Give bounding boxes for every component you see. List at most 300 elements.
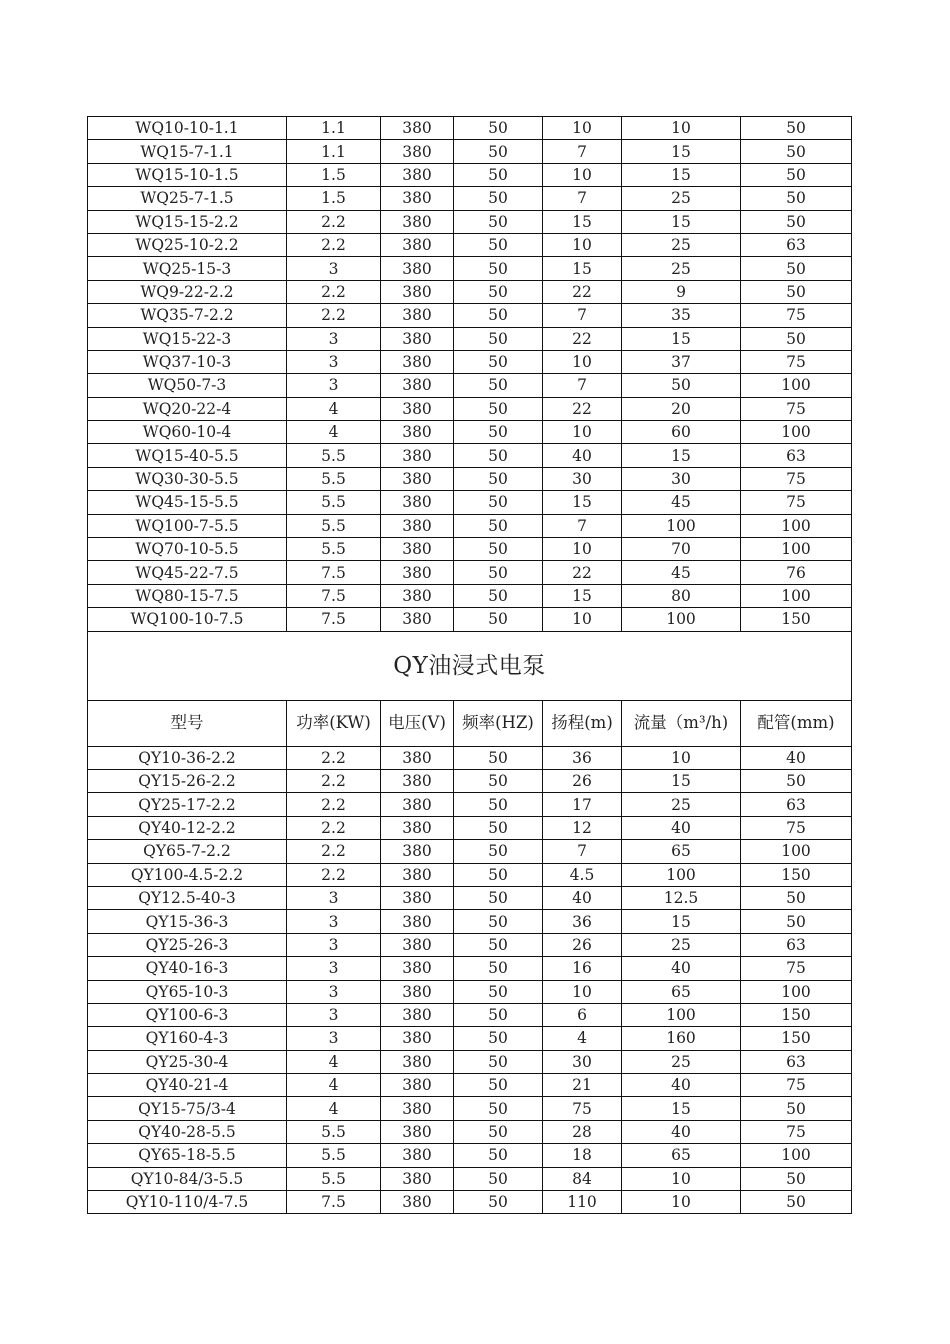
frequency-cell: 50 bbox=[454, 933, 543, 956]
pipe-cell: 75 bbox=[741, 957, 852, 980]
power-cell: 5.5 bbox=[287, 1120, 381, 1143]
model-cell: WQ37-10-3 bbox=[88, 350, 287, 373]
wq-table-row bbox=[88, 514, 852, 537]
frequency-cell: 50 bbox=[454, 117, 543, 140]
flow-cell: 25 bbox=[622, 793, 741, 816]
model-cell: WQ25-7-1.5 bbox=[88, 187, 287, 210]
flow-cell: 15 bbox=[622, 910, 741, 933]
power-cell: 5.5 bbox=[287, 491, 381, 514]
model-cell: WQ30-30-5.5 bbox=[88, 467, 287, 490]
header-voltage: 电压(V) bbox=[381, 700, 454, 746]
power-cell: 7.5 bbox=[287, 608, 381, 631]
head-cell: 10 bbox=[543, 421, 622, 444]
head-cell: 10 bbox=[543, 350, 622, 373]
qy-table-row bbox=[88, 769, 852, 792]
pipe-cell: 50 bbox=[741, 140, 852, 163]
flow-cell: 10 bbox=[622, 746, 741, 769]
model-cell: QY40-21-4 bbox=[88, 1074, 287, 1097]
wq-table-row bbox=[88, 210, 852, 233]
model-cell: QY15-26-2.2 bbox=[88, 769, 287, 792]
frequency-cell: 50 bbox=[454, 350, 543, 373]
head-cell: 22 bbox=[543, 397, 622, 420]
wq-table-row bbox=[88, 584, 852, 607]
head-cell: 12 bbox=[543, 816, 622, 839]
head-cell: 7 bbox=[543, 140, 622, 163]
wq-table-row bbox=[88, 350, 852, 373]
power-cell: 5.5 bbox=[287, 1144, 381, 1167]
model-cell: QY10-84/3-5.5 bbox=[88, 1167, 287, 1190]
model-cell: QY40-16-3 bbox=[88, 957, 287, 980]
frequency-cell: 50 bbox=[454, 1050, 543, 1073]
pipe-cell: 50 bbox=[741, 1191, 852, 1214]
head-cell: 7 bbox=[543, 514, 622, 537]
flow-cell: 45 bbox=[622, 561, 741, 584]
model-cell: QY40-12-2.2 bbox=[88, 816, 287, 839]
frequency-cell: 50 bbox=[454, 746, 543, 769]
voltage-cell: 380 bbox=[381, 1074, 454, 1097]
frequency-cell: 50 bbox=[454, 304, 543, 327]
flow-cell: 25 bbox=[622, 933, 741, 956]
model-cell: QY100-6-3 bbox=[88, 1003, 287, 1026]
head-cell: 40 bbox=[543, 886, 622, 909]
power-cell: 3 bbox=[287, 1027, 381, 1050]
pipe-cell: 50 bbox=[741, 210, 852, 233]
wq-table-row bbox=[88, 561, 852, 584]
flow-cell: 65 bbox=[622, 1144, 741, 1167]
power-cell: 3 bbox=[287, 374, 381, 397]
power-cell: 1.1 bbox=[287, 140, 381, 163]
power-cell: 2.2 bbox=[287, 840, 381, 863]
wq-table-row bbox=[88, 117, 852, 140]
model-cell: QY12.5-40-3 bbox=[88, 886, 287, 909]
voltage-cell: 380 bbox=[381, 608, 454, 631]
model-cell: QY25-17-2.2 bbox=[88, 793, 287, 816]
flow-cell: 10 bbox=[622, 1167, 741, 1190]
pipe-cell: 75 bbox=[741, 1074, 852, 1097]
flow-cell: 80 bbox=[622, 584, 741, 607]
frequency-cell: 50 bbox=[454, 608, 543, 631]
flow-cell: 50 bbox=[622, 374, 741, 397]
head-cell: 22 bbox=[543, 280, 622, 303]
head-cell: 10 bbox=[543, 233, 622, 256]
power-cell: 4 bbox=[287, 421, 381, 444]
pipe-cell: 150 bbox=[741, 1027, 852, 1050]
power-cell: 3 bbox=[287, 957, 381, 980]
power-cell: 4 bbox=[287, 397, 381, 420]
frequency-cell: 50 bbox=[454, 210, 543, 233]
head-cell: 15 bbox=[543, 491, 622, 514]
frequency-cell: 50 bbox=[454, 910, 543, 933]
pipe-cell: 50 bbox=[741, 163, 852, 186]
frequency-cell: 50 bbox=[454, 1003, 543, 1026]
head-cell: 7 bbox=[543, 374, 622, 397]
frequency-cell: 50 bbox=[454, 444, 543, 467]
pipe-cell: 100 bbox=[741, 840, 852, 863]
flow-cell: 65 bbox=[622, 840, 741, 863]
model-cell: WQ15-10-1.5 bbox=[88, 163, 287, 186]
model-cell: WQ25-10-2.2 bbox=[88, 233, 287, 256]
voltage-cell: 380 bbox=[381, 117, 454, 140]
voltage-cell: 380 bbox=[381, 491, 454, 514]
qy-table-row bbox=[88, 816, 852, 839]
power-cell: 2.2 bbox=[287, 793, 381, 816]
header-head: 扬程(m) bbox=[543, 700, 622, 746]
head-cell: 22 bbox=[543, 561, 622, 584]
voltage-cell: 380 bbox=[381, 327, 454, 350]
voltage-cell: 380 bbox=[381, 1003, 454, 1026]
power-cell: 3 bbox=[287, 933, 381, 956]
frequency-cell: 50 bbox=[454, 421, 543, 444]
voltage-cell: 380 bbox=[381, 514, 454, 537]
pipe-cell: 75 bbox=[741, 467, 852, 490]
frequency-cell: 50 bbox=[454, 886, 543, 909]
qy-table-row bbox=[88, 1144, 852, 1167]
power-cell: 3 bbox=[287, 327, 381, 350]
wq-table-row bbox=[88, 491, 852, 514]
model-cell: WQ20-22-4 bbox=[88, 397, 287, 420]
head-cell: 7 bbox=[543, 840, 622, 863]
power-cell: 2.2 bbox=[287, 863, 381, 886]
model-cell: QY10-110/4-7.5 bbox=[88, 1191, 287, 1214]
power-cell: 5.5 bbox=[287, 538, 381, 561]
voltage-cell: 380 bbox=[381, 561, 454, 584]
qy-header-row bbox=[88, 700, 852, 746]
flow-cell: 40 bbox=[622, 957, 741, 980]
voltage-cell: 380 bbox=[381, 910, 454, 933]
header-flow: 流量（m³/h) bbox=[622, 700, 741, 746]
frequency-cell: 50 bbox=[454, 1074, 543, 1097]
model-cell: WQ35-7-2.2 bbox=[88, 304, 287, 327]
flow-cell: 35 bbox=[622, 304, 741, 327]
voltage-cell: 380 bbox=[381, 397, 454, 420]
qy-table-row bbox=[88, 980, 852, 1003]
flow-cell: 100 bbox=[622, 608, 741, 631]
head-cell: 15 bbox=[543, 257, 622, 280]
qy-table-row bbox=[88, 933, 852, 956]
power-cell: 3 bbox=[287, 1003, 381, 1026]
model-cell: WQ100-7-5.5 bbox=[88, 514, 287, 537]
qy-table-row bbox=[88, 863, 852, 886]
head-cell: 26 bbox=[543, 769, 622, 792]
wq-table-row bbox=[88, 421, 852, 444]
flow-cell: 15 bbox=[622, 769, 741, 792]
head-cell: 30 bbox=[543, 467, 622, 490]
head-cell: 15 bbox=[543, 210, 622, 233]
voltage-cell: 380 bbox=[381, 1027, 454, 1050]
frequency-cell: 50 bbox=[454, 1167, 543, 1190]
head-cell: 36 bbox=[543, 910, 622, 933]
voltage-cell: 380 bbox=[381, 746, 454, 769]
flow-cell: 100 bbox=[622, 514, 741, 537]
flow-cell: 9 bbox=[622, 280, 741, 303]
model-cell: WQ50-7-3 bbox=[88, 374, 287, 397]
head-cell: 4.5 bbox=[543, 863, 622, 886]
pipe-cell: 100 bbox=[741, 421, 852, 444]
model-cell: WQ10-10-1.1 bbox=[88, 117, 287, 140]
power-cell: 2.2 bbox=[287, 816, 381, 839]
frequency-cell: 50 bbox=[454, 561, 543, 584]
head-cell: 40 bbox=[543, 444, 622, 467]
power-cell: 1.5 bbox=[287, 163, 381, 186]
qy-section-title: QY油浸式电泵 bbox=[88, 631, 852, 700]
pipe-cell: 50 bbox=[741, 910, 852, 933]
flow-cell: 15 bbox=[622, 327, 741, 350]
head-cell: 10 bbox=[543, 538, 622, 561]
power-cell: 4 bbox=[287, 1097, 381, 1120]
pipe-cell: 63 bbox=[741, 933, 852, 956]
wq-table-row bbox=[88, 140, 852, 163]
head-cell: 28 bbox=[543, 1120, 622, 1143]
head-cell: 10 bbox=[543, 117, 622, 140]
power-cell: 2.2 bbox=[287, 746, 381, 769]
pipe-cell: 75 bbox=[741, 491, 852, 514]
flow-cell: 10 bbox=[622, 117, 741, 140]
voltage-cell: 380 bbox=[381, 584, 454, 607]
power-cell: 2.2 bbox=[287, 280, 381, 303]
voltage-cell: 380 bbox=[381, 840, 454, 863]
pipe-cell: 100 bbox=[741, 1144, 852, 1167]
header-pipe: 配管(mm) bbox=[741, 700, 852, 746]
pipe-cell: 100 bbox=[741, 980, 852, 1003]
voltage-cell: 380 bbox=[381, 350, 454, 373]
power-cell: 1.1 bbox=[287, 117, 381, 140]
head-cell: 21 bbox=[543, 1074, 622, 1097]
model-cell: QY65-10-3 bbox=[88, 980, 287, 1003]
voltage-cell: 380 bbox=[381, 886, 454, 909]
head-cell: 4 bbox=[543, 1027, 622, 1050]
pipe-cell: 75 bbox=[741, 304, 852, 327]
qy-section bbox=[88, 631, 852, 746]
pipe-cell: 75 bbox=[741, 397, 852, 420]
pipe-cell: 50 bbox=[741, 1167, 852, 1190]
frequency-cell: 50 bbox=[454, 233, 543, 256]
model-cell: WQ15-15-2.2 bbox=[88, 210, 287, 233]
flow-cell: 25 bbox=[622, 233, 741, 256]
voltage-cell: 380 bbox=[381, 257, 454, 280]
wq-table-row bbox=[88, 374, 852, 397]
frequency-cell: 50 bbox=[454, 538, 543, 561]
voltage-cell: 380 bbox=[381, 304, 454, 327]
model-cell: WQ80-15-7.5 bbox=[88, 584, 287, 607]
pipe-cell: 75 bbox=[741, 350, 852, 373]
frequency-cell: 50 bbox=[454, 769, 543, 792]
qy-series-rows bbox=[88, 746, 852, 1214]
frequency-cell: 50 bbox=[454, 374, 543, 397]
qy-table-row bbox=[88, 1191, 852, 1214]
model-cell: QY25-30-4 bbox=[88, 1050, 287, 1073]
flow-cell: 10 bbox=[622, 1191, 741, 1214]
voltage-cell: 380 bbox=[381, 280, 454, 303]
power-cell: 2.2 bbox=[287, 304, 381, 327]
voltage-cell: 380 bbox=[381, 140, 454, 163]
qy-table-row bbox=[88, 910, 852, 933]
model-cell: WQ15-22-3 bbox=[88, 327, 287, 350]
header-frequency: 频率(HZ) bbox=[454, 700, 543, 746]
voltage-cell: 380 bbox=[381, 374, 454, 397]
power-cell: 2.2 bbox=[287, 233, 381, 256]
power-cell: 3 bbox=[287, 980, 381, 1003]
flow-cell: 20 bbox=[622, 397, 741, 420]
model-cell: WQ100-10-7.5 bbox=[88, 608, 287, 631]
frequency-cell: 50 bbox=[454, 980, 543, 1003]
voltage-cell: 380 bbox=[381, 444, 454, 467]
power-cell: 4 bbox=[287, 1074, 381, 1097]
model-cell: QY15-75/3-4 bbox=[88, 1097, 287, 1120]
frequency-cell: 50 bbox=[454, 584, 543, 607]
header-power: 功率(KW) bbox=[287, 700, 381, 746]
flow-cell: 100 bbox=[622, 1003, 741, 1026]
pump-spec-table bbox=[87, 116, 852, 1214]
voltage-cell: 380 bbox=[381, 538, 454, 561]
frequency-cell: 50 bbox=[454, 187, 543, 210]
voltage-cell: 380 bbox=[381, 957, 454, 980]
pipe-cell: 50 bbox=[741, 327, 852, 350]
power-cell: 3 bbox=[287, 350, 381, 373]
power-cell: 3 bbox=[287, 910, 381, 933]
model-cell: QY25-26-3 bbox=[88, 933, 287, 956]
model-cell: QY15-36-3 bbox=[88, 910, 287, 933]
pipe-cell: 50 bbox=[741, 886, 852, 909]
flow-cell: 15 bbox=[622, 163, 741, 186]
voltage-cell: 380 bbox=[381, 769, 454, 792]
flow-cell: 25 bbox=[622, 187, 741, 210]
frequency-cell: 50 bbox=[454, 1191, 543, 1214]
voltage-cell: 380 bbox=[381, 1120, 454, 1143]
pipe-cell: 76 bbox=[741, 561, 852, 584]
pipe-cell: 50 bbox=[741, 117, 852, 140]
frequency-cell: 50 bbox=[454, 793, 543, 816]
power-cell: 3 bbox=[287, 257, 381, 280]
frequency-cell: 50 bbox=[454, 1097, 543, 1120]
flow-cell: 60 bbox=[622, 421, 741, 444]
power-cell: 7.5 bbox=[287, 584, 381, 607]
frequency-cell: 50 bbox=[454, 467, 543, 490]
pipe-cell: 100 bbox=[741, 584, 852, 607]
frequency-cell: 50 bbox=[454, 163, 543, 186]
model-cell: WQ60-10-4 bbox=[88, 421, 287, 444]
frequency-cell: 50 bbox=[454, 1144, 543, 1167]
voltage-cell: 380 bbox=[381, 1144, 454, 1167]
head-cell: 30 bbox=[543, 1050, 622, 1073]
frequency-cell: 50 bbox=[454, 397, 543, 420]
power-cell: 3 bbox=[287, 886, 381, 909]
flow-cell: 15 bbox=[622, 444, 741, 467]
wq-table-row bbox=[88, 280, 852, 303]
frequency-cell: 50 bbox=[454, 1027, 543, 1050]
flow-cell: 15 bbox=[622, 140, 741, 163]
flow-cell: 25 bbox=[622, 1050, 741, 1073]
head-cell: 10 bbox=[543, 980, 622, 1003]
power-cell: 2.2 bbox=[287, 769, 381, 792]
head-cell: 16 bbox=[543, 957, 622, 980]
head-cell: 10 bbox=[543, 163, 622, 186]
frequency-cell: 50 bbox=[454, 514, 543, 537]
head-cell: 17 bbox=[543, 793, 622, 816]
qy-table-row bbox=[88, 1003, 852, 1026]
pipe-cell: 150 bbox=[741, 1003, 852, 1026]
voltage-cell: 380 bbox=[381, 1191, 454, 1214]
head-cell: 36 bbox=[543, 746, 622, 769]
wq-table-row bbox=[88, 257, 852, 280]
power-cell: 7.5 bbox=[287, 1191, 381, 1214]
voltage-cell: 380 bbox=[381, 187, 454, 210]
power-cell: 5.5 bbox=[287, 514, 381, 537]
pipe-cell: 75 bbox=[741, 1120, 852, 1143]
flow-cell: 40 bbox=[622, 1074, 741, 1097]
head-cell: 7 bbox=[543, 187, 622, 210]
wq-table-row bbox=[88, 233, 852, 256]
frequency-cell: 50 bbox=[454, 816, 543, 839]
flow-cell: 12.5 bbox=[622, 886, 741, 909]
model-cell: QY40-28-5.5 bbox=[88, 1120, 287, 1143]
wq-table-row bbox=[88, 397, 852, 420]
flow-cell: 40 bbox=[622, 816, 741, 839]
frequency-cell: 50 bbox=[454, 957, 543, 980]
head-cell: 7 bbox=[543, 304, 622, 327]
voltage-cell: 380 bbox=[381, 1050, 454, 1073]
qy-table-row bbox=[88, 793, 852, 816]
pipe-cell: 63 bbox=[741, 1050, 852, 1073]
flow-cell: 15 bbox=[622, 210, 741, 233]
qy-table-row bbox=[88, 886, 852, 909]
voltage-cell: 380 bbox=[381, 210, 454, 233]
wq-table-row bbox=[88, 608, 852, 631]
pipe-cell: 100 bbox=[741, 538, 852, 561]
flow-cell: 25 bbox=[622, 257, 741, 280]
voltage-cell: 380 bbox=[381, 1097, 454, 1120]
model-cell: WQ15-7-1.1 bbox=[88, 140, 287, 163]
power-cell: 5.5 bbox=[287, 1167, 381, 1190]
head-cell: 110 bbox=[543, 1191, 622, 1214]
wq-table-row bbox=[88, 327, 852, 350]
head-cell: 18 bbox=[543, 1144, 622, 1167]
flow-cell: 65 bbox=[622, 980, 741, 1003]
model-cell: WQ25-15-3 bbox=[88, 257, 287, 280]
model-cell: QY65-7-2.2 bbox=[88, 840, 287, 863]
model-cell: WQ70-10-5.5 bbox=[88, 538, 287, 561]
flow-cell: 40 bbox=[622, 1120, 741, 1143]
voltage-cell: 380 bbox=[381, 1167, 454, 1190]
pipe-cell: 150 bbox=[741, 863, 852, 886]
frequency-cell: 50 bbox=[454, 491, 543, 514]
voltage-cell: 380 bbox=[381, 933, 454, 956]
pipe-cell: 100 bbox=[741, 514, 852, 537]
voltage-cell: 380 bbox=[381, 467, 454, 490]
wq-table-row bbox=[88, 187, 852, 210]
qy-section-title-row bbox=[88, 631, 852, 700]
header-model: 型号 bbox=[88, 700, 287, 746]
pipe-cell: 50 bbox=[741, 257, 852, 280]
head-cell: 75 bbox=[543, 1097, 622, 1120]
pipe-cell: 40 bbox=[741, 746, 852, 769]
frequency-cell: 50 bbox=[454, 327, 543, 350]
qy-table-row bbox=[88, 1167, 852, 1190]
power-cell: 5.5 bbox=[287, 467, 381, 490]
frequency-cell: 50 bbox=[454, 280, 543, 303]
qy-table-row bbox=[88, 746, 852, 769]
wq-table-row bbox=[88, 163, 852, 186]
qy-table-row bbox=[88, 1050, 852, 1073]
wq-table-row bbox=[88, 538, 852, 561]
power-cell: 4 bbox=[287, 1050, 381, 1073]
frequency-cell: 50 bbox=[454, 840, 543, 863]
wq-table-row bbox=[88, 467, 852, 490]
power-cell: 1.5 bbox=[287, 187, 381, 210]
pipe-cell: 63 bbox=[741, 793, 852, 816]
model-cell: QY100-4.5-2.2 bbox=[88, 863, 287, 886]
voltage-cell: 380 bbox=[381, 163, 454, 186]
power-cell: 5.5 bbox=[287, 444, 381, 467]
